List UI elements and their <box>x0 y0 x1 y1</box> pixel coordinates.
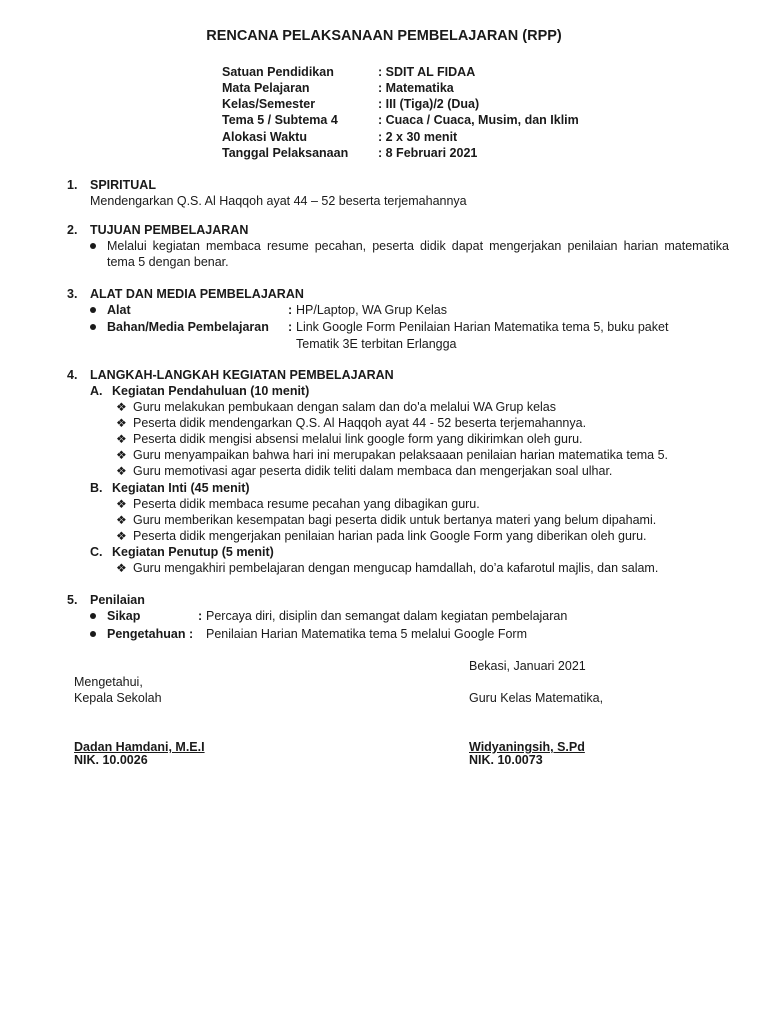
list-item: Peserta didik mendengarkan Q.S. Al Haqqoh ayat 44 - 52 beserta terjemahannya. <box>133 416 587 430</box>
pengetahuan-value: Penilaian Harian Matematika tema 5 melalui Google Form <box>206 627 527 641</box>
identity-value: : 8 Februari 2021 <box>378 146 478 160</box>
subsection-letter: B. <box>90 481 103 495</box>
sign-right-line: Guru Kelas Matematika, <box>469 691 604 705</box>
place-date: Bekasi, Januari 2021 <box>469 659 586 673</box>
list-item: Guru menyampaikan bahwa hari ini merupakan pelaksaaan penilaian harian matematika tema 5. <box>133 448 669 462</box>
section-heading: ALAT DAN MEDIA PEMBELAJARAN <box>90 287 304 301</box>
subsection-title: Kegiatan Pendahuluan (10 menit) <box>112 384 310 398</box>
bullet-icon <box>90 243 96 249</box>
identity-value: : Cuaca / Cuaca, Musim, dan Iklim <box>378 113 579 127</box>
list-item: Guru memberikan kesempatan bagi peserta didik untuk bertanya materi yang belum dipahami. <box>133 513 657 527</box>
list-item: Guru memotivasi agar peserta didik teliti dalam membaca dan mengerjakan soal ulhar. <box>133 464 613 478</box>
diamond-bullet-icon: ❖ <box>116 400 127 414</box>
sign-left-line2: Kepala Sekolah <box>74 691 162 705</box>
section-text: Melalui kegiatan membaca resume pecahan, peserta didik dapat mengerjakan penilaian harian matematika tema 5 dengan benar. <box>107 239 729 269</box>
identity-label: Tema 5 / Subtema 4 <box>222 113 338 127</box>
sign-left-line1: Mengetahui, <box>74 675 143 689</box>
document-title: RENCANA PELAKSANAAN PEMBELAJARAN (RPP) <box>206 28 562 44</box>
alat-value: HP/Laptop, WA Grup Kelas <box>296 303 448 317</box>
identity-label: Alokasi Waktu <box>222 130 307 144</box>
diamond-bullet-icon: ❖ <box>116 497 127 511</box>
sikap-value: Percaya diri, disiplin dan semangat dalam kegiatan pembelajaran <box>206 609 568 623</box>
bullet-icon <box>90 631 96 637</box>
identity-value: : Matematika <box>378 81 454 95</box>
subsection-title: Kegiatan Penutup (5 menit) <box>112 545 274 559</box>
pengetahuan-label: Pengetahuan : <box>107 627 194 641</box>
section-number: 5. <box>67 593 78 607</box>
diamond-bullet-icon: ❖ <box>116 464 127 478</box>
list-item: Peserta didik membaca resume pecahan yang dibagikan guru. <box>133 497 480 511</box>
media-label: Bahan/Media Pembelajaran <box>107 320 269 334</box>
section-number: 3. <box>67 287 78 301</box>
sikap-label: Sikap <box>107 609 141 623</box>
diamond-bullet-icon: ❖ <box>116 529 127 543</box>
diamond-bullet-icon: ❖ <box>116 432 127 446</box>
section-text: Mendengarkan Q.S. Al Haqqoh ayat 44 – 52 beserta terjemahannya <box>90 194 467 208</box>
section-heading: SPIRITUAL <box>90 178 156 192</box>
colon: : <box>198 609 203 623</box>
diamond-bullet-icon: ❖ <box>116 561 127 575</box>
section-heading: TUJUAN PEMBELAJARAN <box>90 223 249 237</box>
bullet-icon <box>90 307 96 313</box>
identity-label: Satuan Pendidikan <box>222 65 334 79</box>
identity-value: : 2 x 30 menit <box>378 130 458 144</box>
identity-label: Mata Pelajaran <box>222 81 310 95</box>
identity-label: Kelas/Semester <box>222 97 316 111</box>
bullet-icon <box>90 324 96 330</box>
teacher-name: Widyaningsih, S.Pd <box>469 740 585 754</box>
media-value: Link Google Form Penilaian Harian Matematika tema 5, buku paket <box>296 320 669 334</box>
section-number: 2. <box>67 223 78 237</box>
section-heading: LANGKAH-LANGKAH KEGIATAN PEMBELAJARAN <box>90 368 394 382</box>
diamond-bullet-icon: ❖ <box>116 448 127 462</box>
principal-nik: NIK. 10.0026 <box>74 753 148 767</box>
bullet-icon <box>90 613 96 619</box>
alat-label: Alat <box>107 303 131 317</box>
subsection-letter: C. <box>90 545 103 559</box>
diamond-bullet-icon: ❖ <box>116 513 127 527</box>
section-heading: Penilaian <box>90 593 145 607</box>
subsection-title: Kegiatan Inti (45 menit) <box>112 481 250 495</box>
section-number: 1. <box>67 178 78 192</box>
identity-value: : III (Tiga)/2 (Dua) <box>378 97 480 111</box>
list-item: Guru melakukan pembukaan dengan salam dan do'a melalui WA Grup kelas <box>133 400 556 414</box>
media-value-cont: Tematik 3E terbitan Erlangga <box>296 337 457 351</box>
section-number: 4. <box>67 368 78 382</box>
list-item: Guru mengakhiri pembelajaran dengan mengucap hamdallah, do’a kafarotul majlis, dan salam. <box>133 561 659 575</box>
identity-label: Tanggal Pelaksanaan <box>222 146 349 160</box>
list-item: Peserta didik mengerjakan penilaian harian pada link Google Form yang diberikan oleh guru. <box>133 529 647 543</box>
list-item: Peserta didik mengisi absensi melalui link google form yang dikirimkan oleh guru. <box>133 432 583 446</box>
diamond-bullet-icon: ❖ <box>116 416 127 430</box>
teacher-nik: NIK. 10.0073 <box>469 753 543 767</box>
colon: : <box>288 320 293 334</box>
principal-name: Dadan Hamdani, M.E.I <box>74 740 205 754</box>
subsection-letter: A. <box>90 384 103 398</box>
colon: : <box>288 303 293 317</box>
identity-value: : SDIT AL FIDAA <box>378 65 476 79</box>
